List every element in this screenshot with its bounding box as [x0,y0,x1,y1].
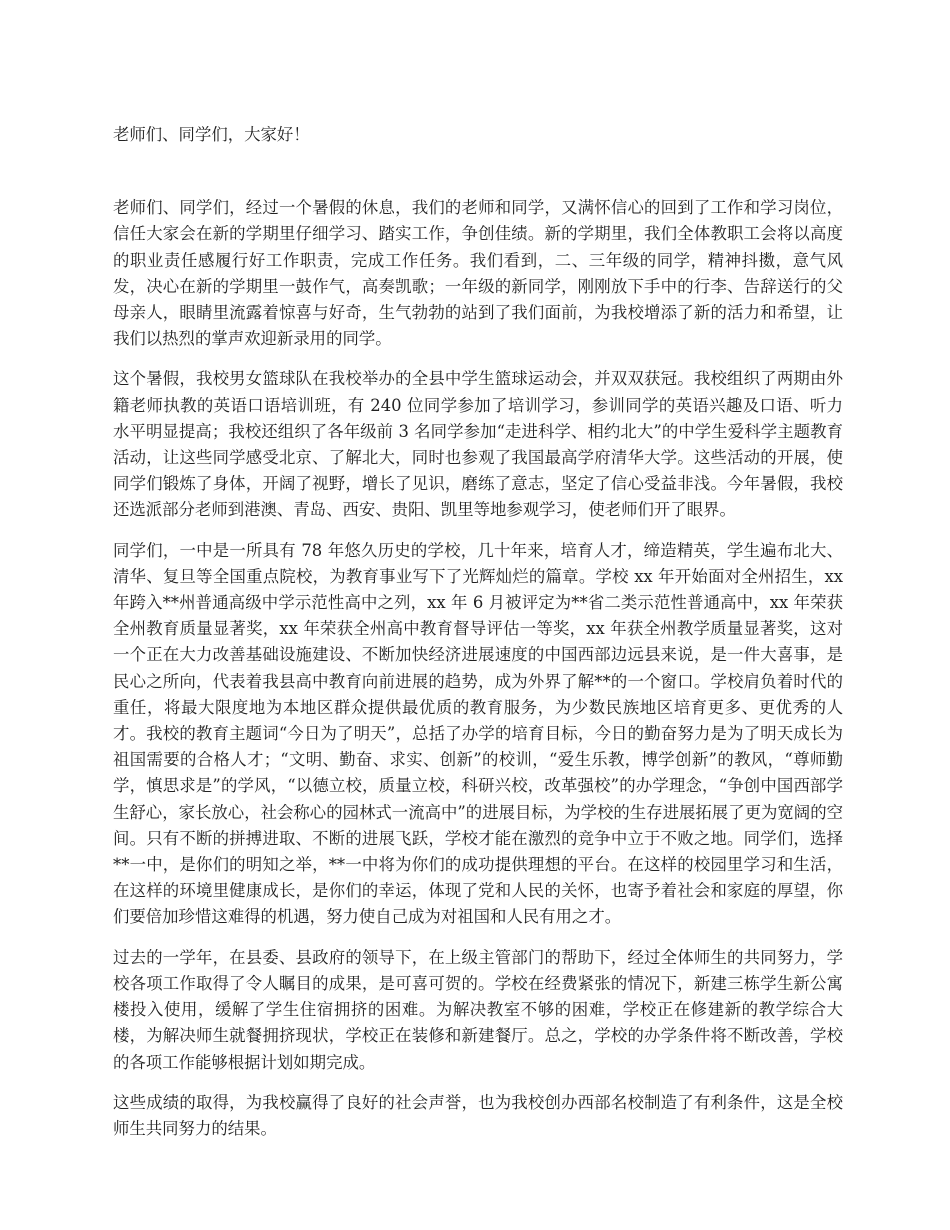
paragraph-2: 这个暑假，我校男女篮球队在我校举办的全县中学生篮球运动会，并双双获冠。我校组织了两期由外籍老师执教的英语口语培训班，有 240 位同学参加了培训学习，参训同学的英语兴趣及口语、听力水平明显提高；我校还组织了各年级前 3 名同学参加“走进科学、相约北大”的中学生爱科学主题教育活动，让这些同学感受北京、了解北大，同时也参观了我国最高学府清华大学。这些活动的开展，使同学们锻炼了身体，开阔了视野，增长了见识，磨练了意志，坚定了信心受益非浅。今年暑假，我校还选派部分老师到港澳、青岛、西安、贵阳、凯里等地参观学习，使老师们开了眼界。 [113,369,843,520]
paragraph-1: 老师们、同学们，经过一个暑假的休息，我们的老师和同学，又满怀信心的回到了工作和学习岗位，信任大家会在新的学期里仔细学习、踏实工作，争创佳绩。新的学期里，我们全体教职工会将以高度的职业责任感履行好工作职责，完成工作任务。我们看到，二、三年级的同学，精神抖擞，意气风发，决心在新的学期里一鼓作气，高奏凯歌；一年级的新同学，刚刚放下手中的行李、告辞送行的父母亲人，眼睛里流露着惊喜与好奇，生气勃勃的站到了我们面前，为我校增添了新的活力和希望，让我们以热烈的掌声欢迎新录用的同学。 [113,198,843,349]
paragraph-3: 同学们，一中是一所具有 78 年悠久历史的学校，几十年来，培育人才，缔造精英，学生遍布北大、清华、复旦等全国重点院校，为教育事业写下了光辉灿烂的篇章。学校 xx 年开始面对全州招生，xx 年跨入**州普通高级中学示范性高中之列，xx 年 6 月被评定为**省二类示范性普通高中，xx 年荣获全州教育质量显著奖，xx 年荣获全州高中教育督导评估一等奖，xx 年获全州教学质量显著奖，这对一个正在大力改善基础设施建设、不断加快经济进展速度的中国西部边远县来说，是一件大喜事，是民心之所向，代表着我县高中教育向前进展的趋势，成为外界了解**的一个窗口。学校肩负着时代的重任，将最大限度地为本地区群众提供最优质的教育服务，为少数民族地区培育更多、更优秀的人才。我校的教育主题词“今日为了明天”，总括了办学的培育目标，今日的勤奋努力是为了明天成长为祖国需要的合格人才；“文明、勤奋、求实、创新”的校训，“爱生乐教，博学创新”的教风，“尊师勤学，慎思求是”的学风，“以德立校，质量立校，科研兴校，改革强校”的办学理念，“争创中国西部学生舒心，家长放心，社会称心的园林式一流高中”的进展目标，为学校的生存进展拓展了更为宽阔的空间。只有不断的拼搏进取、不断的进展飞跃，学校才能在激烈的竞争中立于不败之地。同学们，选择**一中，是你们的明知之举，**一中将为你们的成功提供理想的平台。在这样的校园里学习和生活，在这样的环境里健康成长，是你们的幸运，体现了党和人民的关怀，也寄予着社会和家庭的厚望，你们要倍加珍惜这难得的机遇，努力使自己成为对祖国和人民有用之才。 [113,540,843,927]
document-body [113,195,843,1142]
document-page [113,122,843,1156]
greeting-line: 老师们、同学们，大家好！ [113,125,310,144]
paragraph-4: 过去的一学年，在县委、县政府的领导下，在上级主管部门的帮助下，经过全体师生的共同努力，学校各项工作取得了令人瞩目的成果，是可喜可贺的。学校在经费紧张的情况下，新建三栋学生新公寓楼投入使用，缓解了学生住宿拥挤的困难。为解决教室不够的困难，学校正在修建新的教学综合大楼，为解决师生就餐拥挤现状，学校正在装修和新建餐厅。总之，学校的办学条件将不断改善，学校的各项工作能够根据计划如期完成。 [113,947,843,1072]
paragraph-5: 这些成绩的取得，为我校赢得了良好的社会声誉，也为我校创办西部名校制造了有利条件，这是全校师生共同努力的结果。 [113,1092,843,1138]
